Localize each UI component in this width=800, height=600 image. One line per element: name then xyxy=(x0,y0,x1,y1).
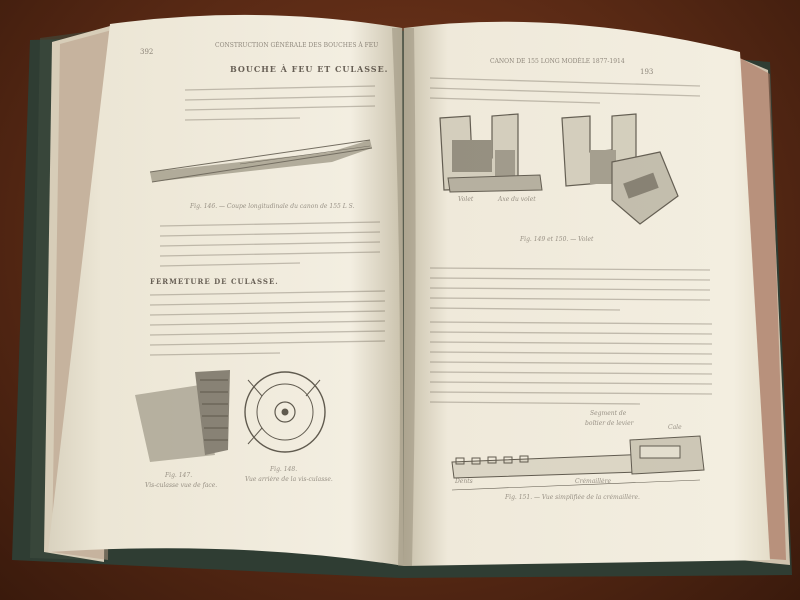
rack-label-cremaillere: Crémaillère xyxy=(575,478,612,485)
fig-left-caption: Fig. 147. xyxy=(165,472,193,479)
fig-right-caption: Fig. 148. xyxy=(270,466,298,473)
left-page xyxy=(48,15,404,566)
left-subsection-title: FERMETURE DE CULASSE. xyxy=(150,277,279,286)
left-page-number: 392 xyxy=(140,48,154,56)
rack-caption: Fig. 151. — Vue simplifiée de la crémaillère. xyxy=(505,494,640,501)
right-running-head: CANON DE 155 LONG MODÈLE 1877-1914 xyxy=(490,58,625,65)
fig-caption-volet: Fig. 149 et 150. — Volet xyxy=(520,236,594,243)
fig-left-subcaption: Vis-culasse vue de face. xyxy=(145,482,218,489)
rack-label-segment-2: boîtier de levier xyxy=(585,420,634,427)
right-page-number: 193 xyxy=(640,68,654,76)
fig-label-axe: Axe du volet xyxy=(498,196,536,203)
left-running-head: CONSTRUCTION GÉNÉRALE DES BOUCHES À FEU xyxy=(215,42,379,49)
rack-label-cale: Cale xyxy=(668,424,682,431)
left-section-title: BOUCHE À FEU ET CULASSE. xyxy=(230,64,389,74)
figure-breech-front xyxy=(245,372,325,452)
rack-label-segment: Segment de xyxy=(590,410,627,417)
fig-label-volet: Volet xyxy=(458,196,474,203)
left-fig-caption: Fig. 146. — Coupe longitudinale du canon de 155 L S. xyxy=(190,203,355,210)
fig-right-subcaption: Vue arrière de la vis-culasse. xyxy=(245,476,333,483)
rack-label-dents: Dents xyxy=(455,478,473,485)
